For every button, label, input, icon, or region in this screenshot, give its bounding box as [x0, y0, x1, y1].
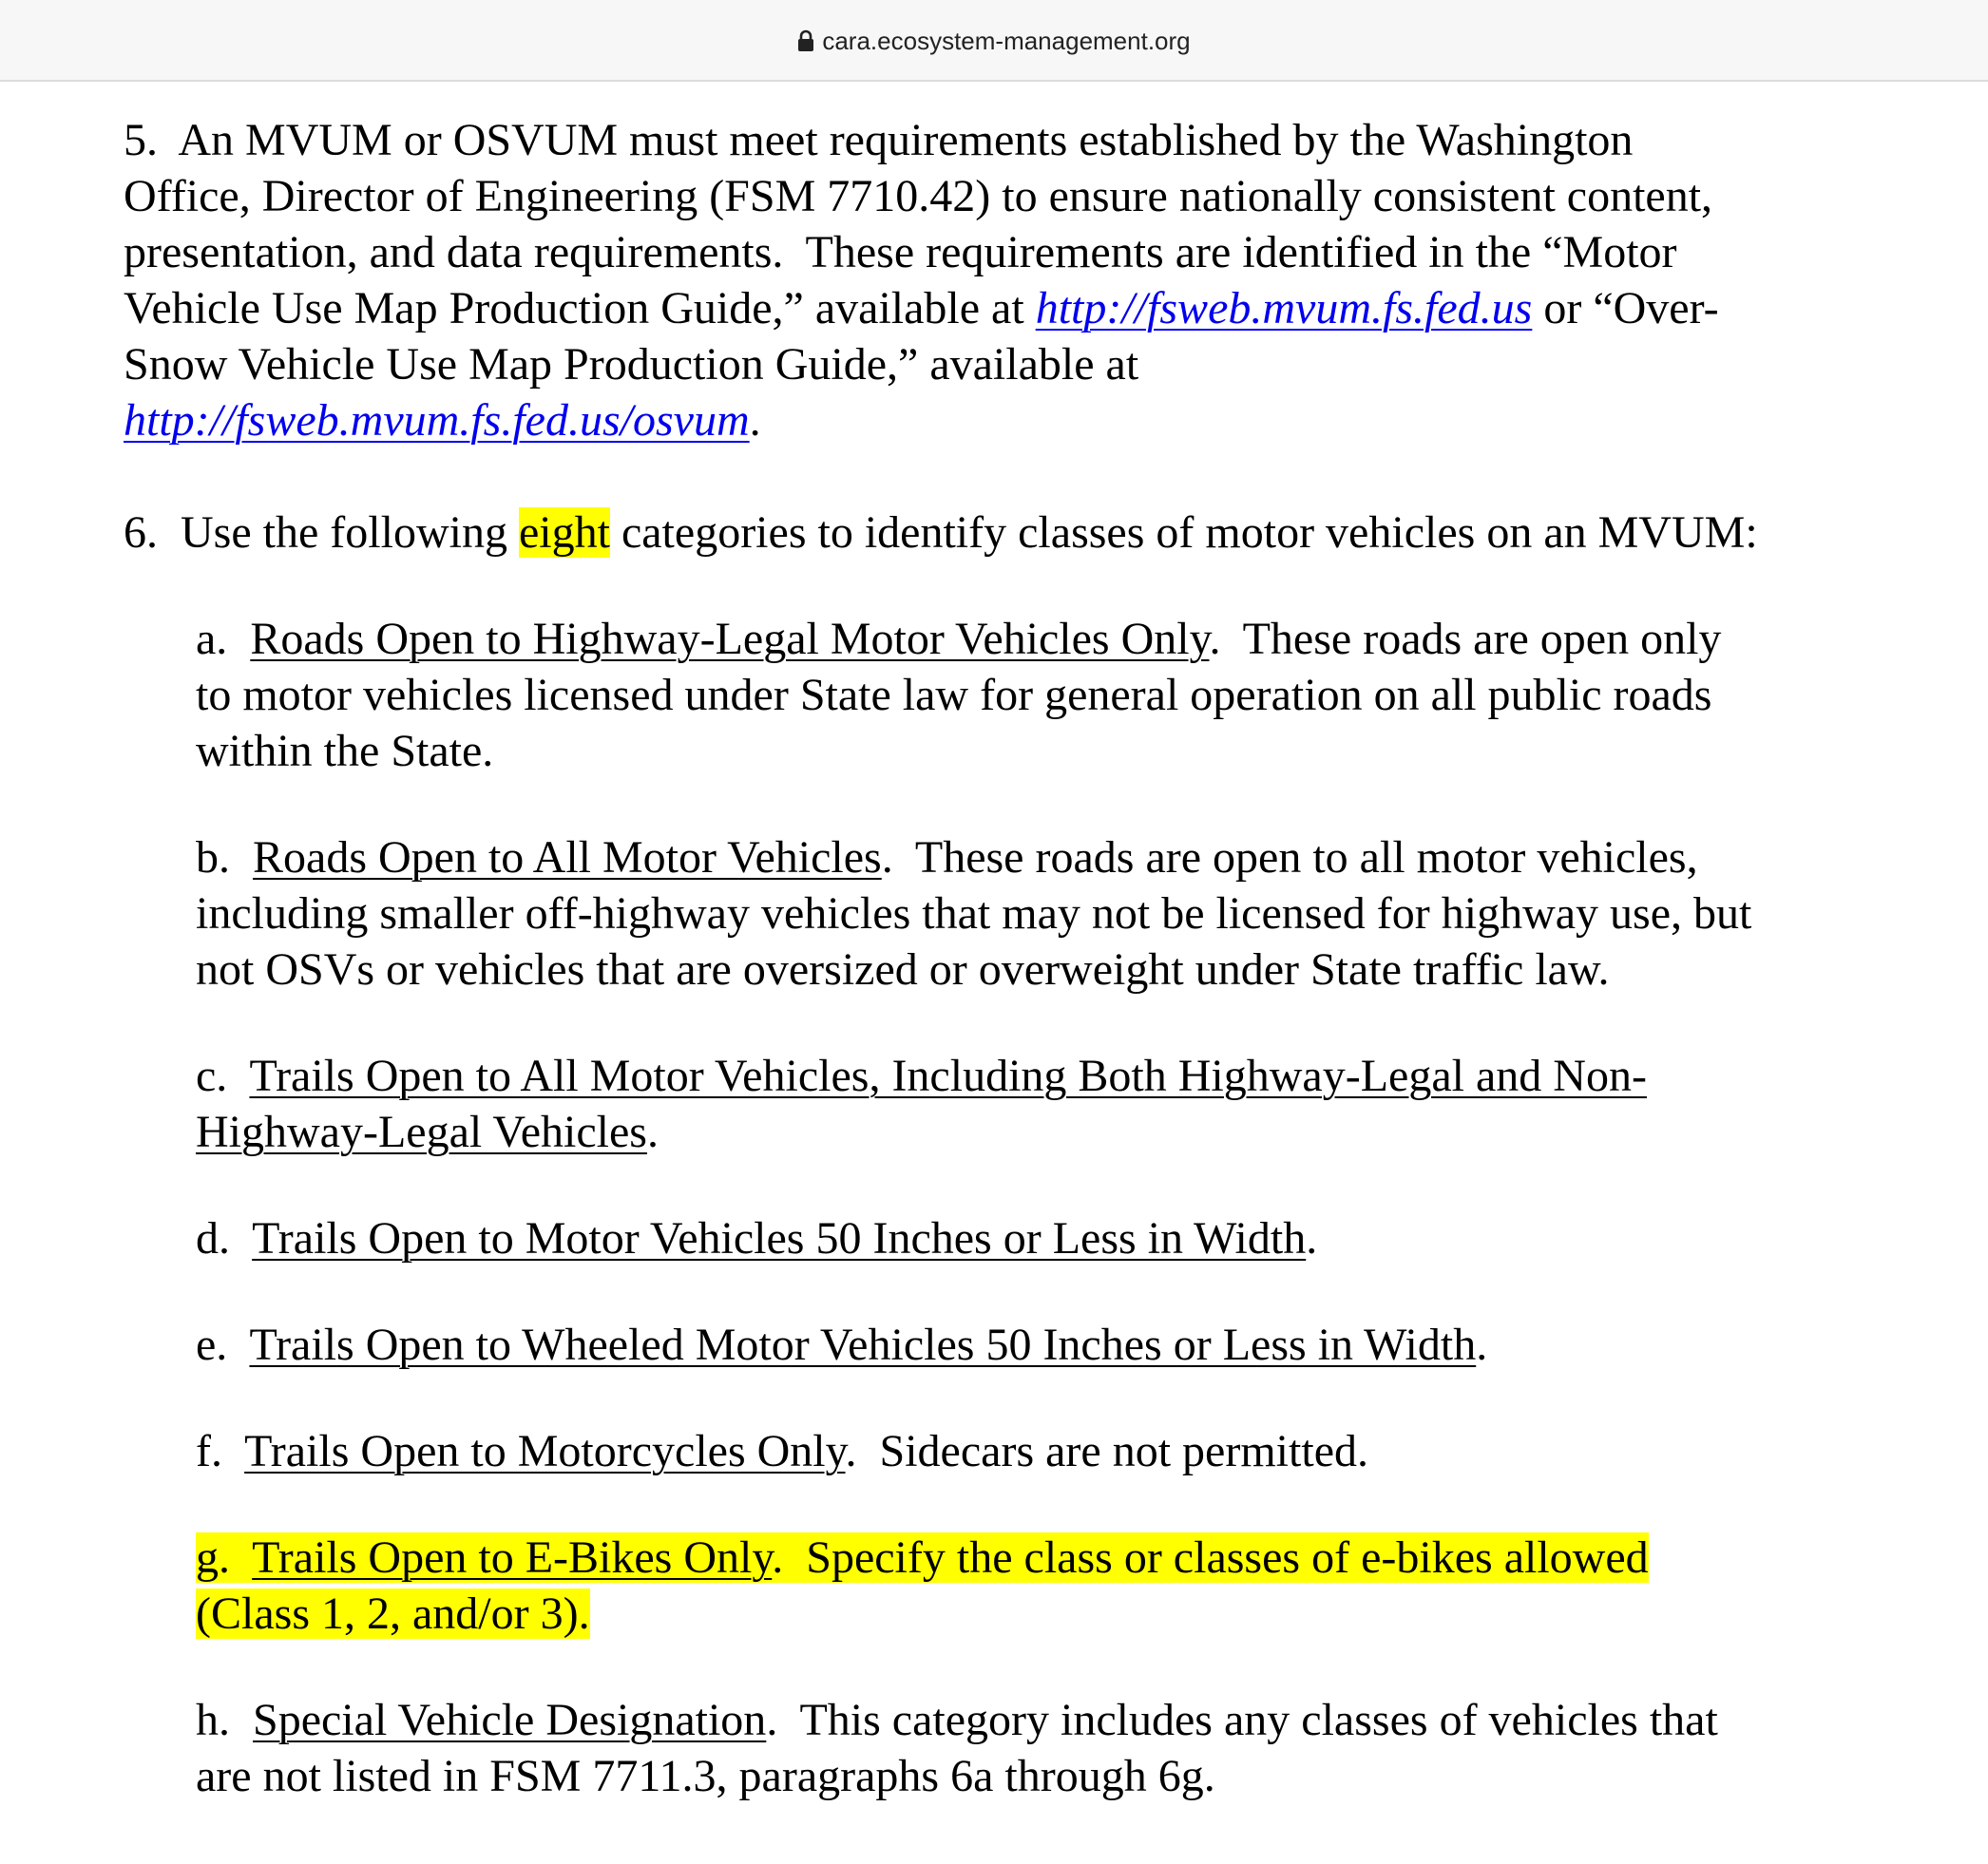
item-c-title-part-2: Highway-Legal Vehicles — [196, 1107, 647, 1157]
osvum-guide-link[interactable]: http://fsweb.mvum.fs.fed.us/osvum — [124, 395, 750, 446]
item-b-line-3: not OSVs or vehicles that are oversized or overweight under State traffic law. — [196, 944, 1610, 995]
paragraph-5-line-4 — [124, 280, 1929, 336]
item-c-text: . — [646, 1107, 659, 1157]
item-a-line-1 — [196, 611, 1929, 667]
item-b — [196, 829, 1929, 998]
item-h — [196, 1692, 1929, 1804]
item-a-text: . These roads are open only — [1209, 614, 1722, 664]
highlighted-word: eight — [518, 507, 610, 558]
paragraph-5-line-3: presentation, and data requirements. These requirements are identified in the “Motor — [124, 227, 1677, 277]
item-c — [196, 1048, 1929, 1160]
item-b-line-1 — [196, 829, 1929, 885]
item-h-line-2: are not listed in FSM 7711.3, paragraphs 6a through 6g. — [196, 1751, 1215, 1801]
item-f-text: . Sidecars are not permitted. — [845, 1426, 1368, 1476]
item-c-line-1 — [196, 1048, 1929, 1104]
item-d — [196, 1210, 1929, 1266]
item-g-line-2 — [196, 1586, 1929, 1642]
lock-icon — [797, 29, 814, 52]
item-h-letter: h. — [196, 1695, 253, 1745]
item-d-line-1 — [196, 1210, 1929, 1266]
item-c-letter: c. — [196, 1051, 250, 1101]
paragraph-5-line-5: Snow Vehicle Use Map Production Guide,” available at — [124, 339, 1139, 390]
item-g-highlight-2: (Class 1, 2, and/or 3). — [196, 1588, 590, 1639]
item-c-title-part-1: Trails Open to All Motor Vehicles, Including Both Highway-Legal and Non- — [249, 1051, 1647, 1101]
item-h-line-1 — [196, 1692, 1929, 1748]
mvum-guide-link[interactable]: http://fsweb.mvum.fs.fed.us — [1035, 283, 1533, 333]
paragraph-5-line-4-tail: or “Over- — [1532, 283, 1719, 333]
item-g-letter: g. — [196, 1532, 253, 1583]
item-f — [196, 1423, 1929, 1479]
item-g-title: Trails Open to E-Bikes Only — [252, 1532, 773, 1583]
paragraph-5-line-6 — [124, 392, 1929, 448]
item-a-title: Roads Open to Highway-Legal Motor Vehicles Only — [250, 614, 1210, 664]
item-g — [196, 1530, 1929, 1642]
address-bar[interactable] — [0, 0, 1988, 82]
item-g-line-1 — [196, 1530, 1929, 1586]
item-f-line-1 — [196, 1423, 1929, 1479]
paragraph-6-text: 6. Use the following — [124, 507, 519, 558]
item-b-line-2: including smaller off-highway vehicles that may not be licensed for highway use, but — [196, 888, 1752, 939]
item-e — [196, 1317, 1929, 1373]
paragraph-5-line-6-tail: . — [749, 395, 761, 446]
item-b-text: . These roads are open to all motor vehicles, — [881, 832, 1698, 883]
item-d-letter: d. — [196, 1213, 253, 1264]
item-e-title: Trails Open to Wheeled Motor Vehicles 50 Inches or Less in Width — [249, 1320, 1477, 1370]
item-a-line-2: to motor vehicles licensed under State law for general operation on all public roads — [196, 670, 1712, 720]
item-f-letter: f. — [196, 1426, 245, 1476]
item-b-letter: b. — [196, 832, 253, 883]
item-g-text: . Specify the class or classes of e-bikes allowed — [772, 1532, 1649, 1583]
item-g-highlight-1 — [196, 1532, 1649, 1583]
paragraph-5 — [124, 112, 1929, 448]
url-text: cara.ecosystem-management.org — [822, 26, 1191, 55]
item-e-text: . — [1476, 1320, 1488, 1370]
paragraph-5-line-2: Office, Director of Engineering (FSM 7710.42) to ensure nationally consistent content, — [124, 171, 1713, 221]
item-h-text: . This category includes any classes of vehicles that — [766, 1695, 1718, 1745]
item-h-title: Special Vehicle Designation — [253, 1695, 767, 1745]
paragraph-5-line-1: 5. An MVUM or OSVUM must meet requirements established by the Washington — [124, 115, 1634, 165]
url-display[interactable] — [797, 27, 1190, 56]
item-c-line-2 — [196, 1104, 1929, 1160]
item-b-title: Roads Open to All Motor Vehicles — [253, 832, 882, 883]
item-a-letter: a. — [196, 614, 251, 664]
paragraph-5-line-4-text: Vehicle Use Map Production Guide,” available at — [124, 283, 1036, 333]
paragraph-6-line — [124, 504, 1929, 561]
document-body — [124, 112, 1929, 1804]
item-d-text: . — [1306, 1213, 1318, 1264]
item-d-title: Trails Open to Motor Vehicles 50 Inches or Less in Width — [252, 1213, 1307, 1264]
item-a-line-3: within the State. — [196, 726, 494, 776]
item-e-line-1 — [196, 1317, 1929, 1373]
item-a — [196, 611, 1929, 779]
paragraph-6 — [124, 504, 1929, 561]
item-f-title: Trails Open to Motorcycles Only — [244, 1426, 846, 1476]
paragraph-6-tail: categories to identify classes of motor vehicles on an MVUM: — [609, 507, 1758, 558]
item-e-letter: e. — [196, 1320, 250, 1370]
